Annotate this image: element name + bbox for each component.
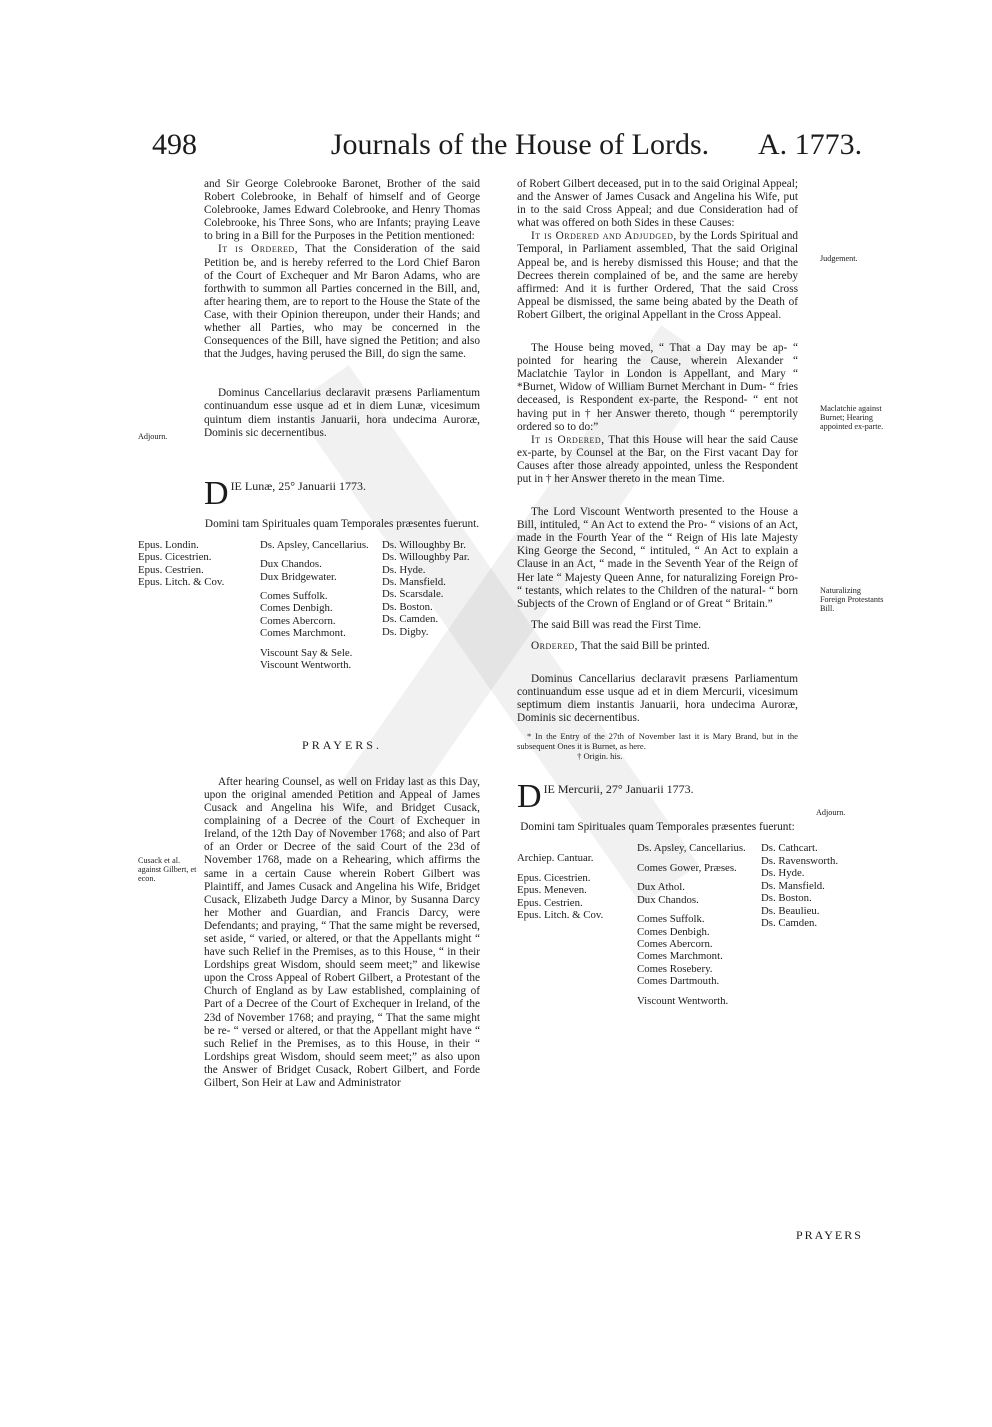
roster-entry: Dux Bridgewater.	[260, 570, 337, 583]
roster-entry: Ds. Apsley, Cancellarius.	[260, 538, 369, 551]
roster-entry: Viscount Wentworth.	[637, 994, 729, 1007]
roster-entry: Epus. Cestrien.	[517, 896, 583, 909]
roster-entry: Comes Dartmouth.	[637, 975, 720, 988]
year-heading: A. 1773.	[758, 128, 863, 161]
roster-entry: Ds. Apsley, Cancellarius.	[637, 842, 746, 855]
paragraph: and Sir George Colebrooke Baronet, Brother of the said Robert Colebrooke, in Behalf of himself and of George Colebrooke, James Edward Colebrooke, and Henry Thomas Colebrooke, his Three Sons, who are Infants; praying Leave to bring in a Bill for the Purposes in the Petition mentioned:	[204, 178, 480, 243]
date-heading-text: IE Mercurii, 27° Januarii 1773.	[543, 782, 694, 797]
footnote: * In the Entry of the 27th of November last it is Mary Brand, but in the subsequent Ones it is Burnet, as here.	[517, 731, 798, 752]
roster-entry: Comes Suffolk.	[260, 590, 328, 602]
order-lead: It is Ordered,	[531, 433, 605, 446]
paragraph	[517, 230, 798, 322]
roster-entry: Ds. Boston.	[382, 600, 433, 613]
roster-column-barons	[761, 842, 871, 929]
roster-entry: Epus. Litch. & Cov.	[517, 909, 604, 922]
roster-entry: Ds. Beaulieu.	[761, 904, 820, 917]
roster-entry: Comes Abercorn.	[637, 937, 713, 950]
roster-column-peers	[260, 539, 378, 672]
roster-entry: Dux Athol.	[637, 881, 685, 894]
attendance-heading: Domini tam Spirituales quam Temporales præsentes fuerunt.	[204, 517, 480, 530]
paragraph-text: That this House will hear the said Cause ex-parte, by Counsel at the Bar, on the First vacant Day for Causes after those already appointed, unless the Respondent put in † her Answer thereto in the mean Time.	[517, 433, 798, 485]
paragraph	[517, 434, 798, 486]
roster-entry: Viscount Wentworth.	[260, 659, 352, 672]
roster-entry: Ds. Hyde.	[382, 563, 426, 576]
roster-entry: Ds. Mansfield.	[761, 879, 825, 892]
roster-entry: Comes Marchmont.	[637, 950, 723, 963]
roster-column-bishops	[138, 539, 248, 589]
margin-note-judgement: Judgement.	[820, 254, 858, 263]
margin-note-cusack: Cusack et al. against Gilbert, et econ.	[138, 856, 197, 883]
drop-cap: D	[517, 778, 542, 816]
adjournment-paragraph: Dominus Cancellarius declaravit præsens Parliamentum continuandum esse usque ad et in diem Mercurii, vicesimum septimum diem instantis Januarii, hora undecima Auroræ, Dominis sic decernentibus.	[517, 673, 798, 725]
paragraph: The Lord Viscount Wentworth presented to the House a Bill, intituled, “ An Act to extend the Pro- “ visions of an Act, made in the Fourth Year of the “ Reign of His late Majesty King George the Second, “ intituled, “ An Act to explain a Clause in an Act, “ made in the Seventh Year of the Reign of Her late “ Majesty Queen Anne, for naturalizing Foreign Pro- “ testants, which relates to the Children of the natural- “ born Subjects of the Crown of England or of Great “ Britain.”	[517, 506, 798, 610]
roster-entry: Ds. Willoughby Par.	[382, 551, 470, 564]
roster-entry: Viscount Say & Sele.	[260, 646, 353, 659]
roster-entry: Ds. Hyde.	[761, 867, 805, 880]
running-title: Journals of the House of Lords.	[330, 128, 710, 161]
roster-entry: Ds. Camden.	[761, 916, 818, 929]
paragraph-text: That the Consideration of the said Petition be, and is hereby referred to the Lord Chief Baron of the Court of Exchequer and Mr Baron Adams, who are forthwith to summon all Parties concerned in the Bill, and, after hearing them, are to report to the House the State of the Case, with their Opinion thereupon, under their Hands; and whether all Parties, who may be concerned in the Consequences of the Bill, have signed the Petition; and also that the Judges, having perused the Bill, do sign the same.	[204, 243, 480, 361]
roster-entry: Dux Chandos.	[260, 558, 322, 571]
roster-entry: Epus. Cicestrien.	[517, 871, 591, 884]
roster-entry: Comes Abercorn.	[260, 614, 336, 627]
roster-column-peers	[637, 842, 759, 1006]
paragraph: The said Bill was read the First Time.	[531, 618, 702, 631]
roster-entry: Ds. Digby.	[382, 625, 429, 638]
roster-entry: Dux Chandos.	[637, 893, 699, 906]
drop-cap: D	[204, 474, 229, 512]
roster-entry: Epus. Litch. & Cov.	[138, 576, 225, 588]
roster-entry: Comes Suffolk.	[637, 913, 705, 926]
attendance-roster	[138, 539, 480, 689]
paragraph	[517, 640, 798, 653]
section-heading-prayers: PRAYERS.	[302, 737, 382, 752]
date-heading	[517, 778, 798, 816]
roster-entry: Comes Gower, Præses.	[637, 861, 737, 874]
margin-note-maclatchie: Maclatchie against Burnet; Hearing appointed ex-parte.	[820, 404, 884, 431]
adjournment-paragraph: Dominus Cancellarius declaravit præsens Parliamentum continuandum esse usque ad et in diem Lunæ, vicesimum quintum diem instantis Januarii, hora undecima Auroræ, Dominis sic decernentibus.	[204, 387, 480, 439]
roster-entry: Comes Denbigh.	[637, 925, 710, 938]
attendance-roster	[517, 842, 839, 1012]
date-heading	[204, 474, 480, 512]
attendance-heading: Domini tam Spirituales quam Temporales præsentes fuerunt:	[520, 821, 795, 834]
roster-column-bishops	[517, 852, 629, 921]
order-lead: It is Ordered and Adjudged,	[531, 230, 677, 243]
roster-entry: Epus. Cicestrien.	[138, 551, 212, 564]
roster-entry: Ds. Ravensworth.	[761, 854, 839, 867]
roster-entry: Ds. Mansfield.	[382, 576, 446, 588]
page-number: 498	[152, 128, 197, 161]
footnote: † Origin. his.	[577, 751, 623, 762]
roster-entry: Ds. Camden.	[382, 613, 439, 626]
roster-entry: Ds. Willoughby Br.	[382, 538, 466, 551]
roster-entry: Epus. Cestrien.	[138, 563, 204, 576]
margin-note-adjourn: Adjourn.	[138, 432, 168, 441]
paragraph: After hearing Counsel, as well on Friday last as this Day, upon the original amended Petition and Appeal of James Cusack and Angelina his Wife, and Bridget Cusack, complaining of a Decree of the Court of Exchequer in Ireland, of the 12th Day of November 1768; and also of Part of an Order or Decree of the said Court of the 23d of November 1768, made on a Rehearing, which affirms the same in a certain Cause wherein Robert Gilbert was Plaintiff, and James Cusack and Angelina his Wife, Bridget Cusack, Elizabeth Judge Darcy a Minor, by Susanna Darcy her Mother and Guardian, and Francis Darcy, were Defendants; and praying, “ That the same might be reversed, set aside, “ varied, or altered, or that the Appellants might “ have such Relief in the Premises, as to this House, “ in their Lordships great Wisdom, should seem meet;” and likewise upon the Cross Appeal of Robert Gilbert, a Protestant of the Church of England as by Law established, complaining of Part of a Decree of the Court of Exchequer in Ireland, of the 23d of November 1768; and praying, “ That the same might be re- “ versed or altered, or that the Appellant might have “ such Relief in the Premises, as to this House, in their “ Lordships great Wisdom, should seem meet;” as also upon the Answer of Bridget Cusack, Robert Gilbert, and Forde Gilbert, Son Heir at Law and Administrator	[204, 775, 480, 1090]
roster-entry: Epus. Meneven.	[517, 884, 587, 897]
paragraph: of Robert Gilbert deceased, put in to the said Original Appeal; and the Answer of James Cusack and Angelina his Wife, put in to the said Cross Appeal; and due Consideration had of what was offered on both Sides in these Causes:	[517, 178, 798, 230]
paragraph-text: That the said Bill be printed.	[580, 639, 710, 652]
roster-entry: Epus. Londin.	[138, 538, 199, 551]
margin-note-naturalizing: Naturalizing Foreign Protestants Bill.	[820, 586, 884, 613]
paragraph-text: by the Lords Spiritual and Temporal, in Parliament assembled, That the said Original Appeal be, and is hereby dismissed this House; and that the Decrees therein complained of be, and the same are hereby affirmed: And it is further Ordered, That the said Cross Appeal be dismissed, the same being abated by the Death of Robert Gilbert, the original Appellant in the Cross Appeal.	[517, 230, 799, 321]
roster-column-barons	[382, 539, 482, 638]
order-lead: It is Ordered,	[218, 243, 299, 256]
roster-entry: Archiep. Cantuar.	[517, 852, 594, 865]
paragraph	[204, 243, 480, 361]
roster-entry: Comes Denbigh.	[260, 602, 333, 615]
roster-entry: Comes Rosebery.	[637, 962, 713, 975]
roster-entry: Ds. Scarsdale.	[382, 588, 444, 601]
catchword: PRAYERS	[796, 1228, 863, 1242]
order-lead: Ordered,	[531, 639, 578, 652]
paragraph: The House being moved, “ That a Day may be ap- “ pointed for hearing the Cause, wherein Alexander “ Maclatchie Taylor in London is Appellant, and Mary “ *Burnet, Widow of William Burnet Merchant in Dum- “ fries deceased, is Respondent ex-parte, the Respond- “ ent not having put in † her Answer thereto, though “ peremptorily ordered so to do:”	[517, 342, 798, 433]
date-heading-text: IE Lunæ, 25° Januarii 1773.	[230, 478, 367, 493]
roster-entry: Ds. Boston.	[761, 892, 812, 905]
roster-entry: Comes Marchmont.	[260, 627, 346, 640]
margin-note-adjourn: Adjourn.	[816, 808, 846, 817]
roster-entry: Ds. Cathcart.	[761, 842, 818, 855]
